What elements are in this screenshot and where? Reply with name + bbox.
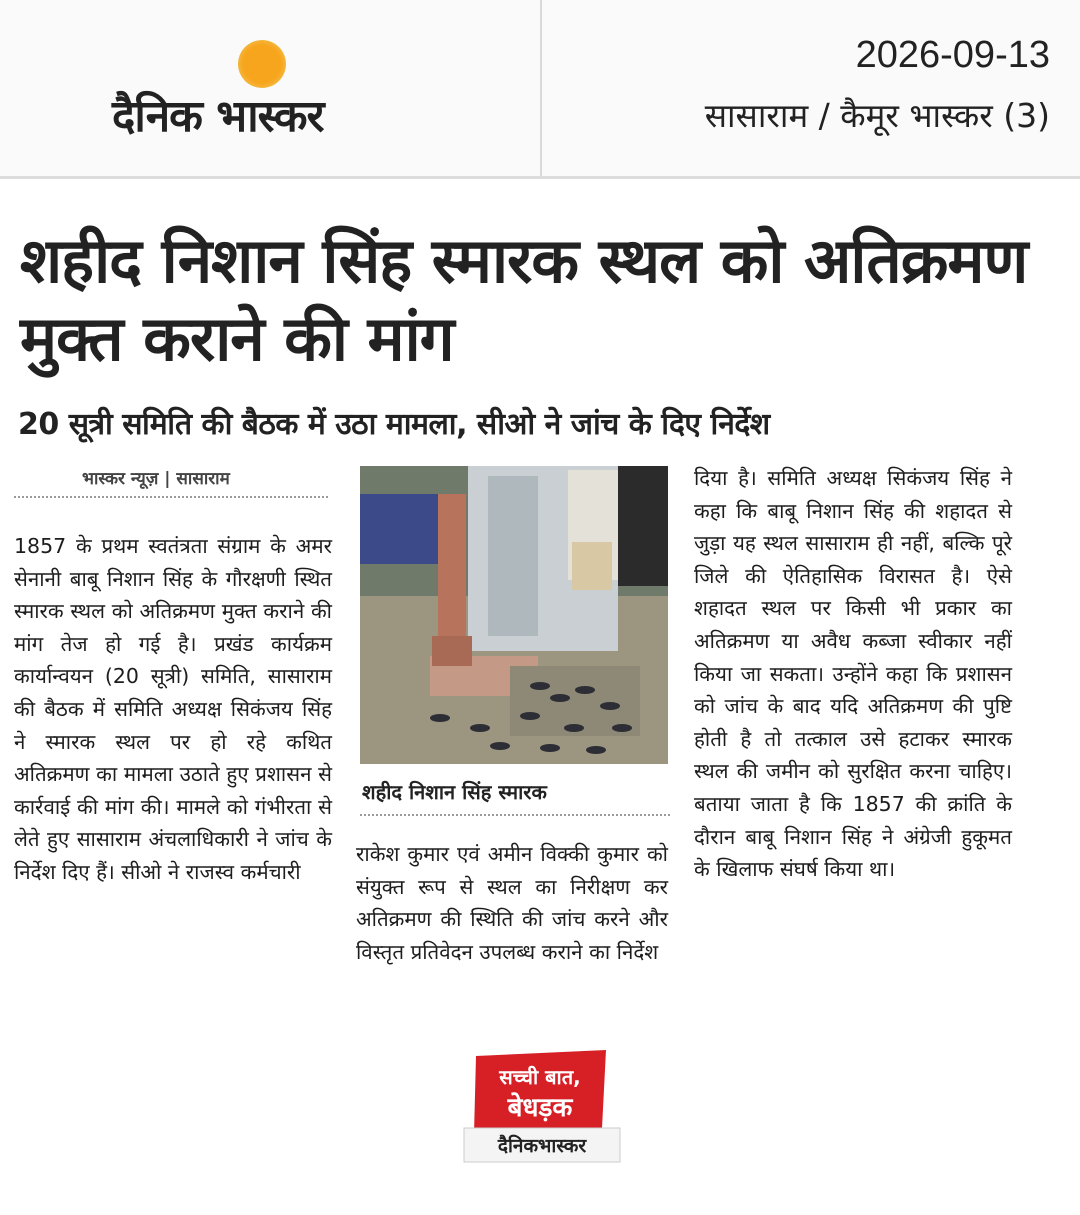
byline: भास्कर न्यूज़ | सासाराम <box>82 469 230 489</box>
footer-slogan-logo <box>456 1048 626 1168</box>
article-column-3: दिया है। समिति अध्यक्ष सिकंजय सिंह ने कहा कि बाबू निशान सिंह की शहादत से जुड़ा यह स्थल सासाराम ही नहीं, बल्कि पूरे जिले की ऐतिहासिक विरासत है। ऐसे शहादत स्थल पर किसी भी प्रकार का अतिक्रमण या अवैध कब्जा स्वीकार नहीं किया जा सकता। उन्होंने कहा कि प्रशासन को जांच के बाद यदि अतिक्रमण की पुष्टि होती है तो तत्काल उसे हटाकर स्मारक स्थल की जमीन को सुरक्षित करना चाहिए। बताया जाता है कि 1857 की क्रांति के दौरान बाबू निशान सिंह ने अंग्रेजी हुकूमत के खिलाफ संघर्ष किया था। <box>694 466 1012 882</box>
brand-logo-text: दैनिक भास्कर <box>112 91 324 142</box>
edition-date: 2026-09-13 <box>855 34 1050 76</box>
slogan-line-1: सच्ची बात, <box>499 1065 581 1089</box>
masthead <box>0 0 1080 176</box>
slogan-line-2: बेधड़क <box>507 1093 573 1123</box>
memorial-photo <box>360 466 668 764</box>
photo-caption: शहीद निशान सिंह स्मारक <box>362 780 547 804</box>
subheadline: 20 सूत्री समिति की बैठक में उठा मामला, सीओ ने जांच के दिए निर्देश <box>18 407 770 442</box>
slogan-badge-icon <box>456 1048 626 1168</box>
byline-divider <box>14 496 328 498</box>
footer-brand: दैनिकभास्कर <box>497 1135 587 1157</box>
caption-divider <box>360 814 670 816</box>
news-clipping <box>0 190 1080 1215</box>
memorial-photo-illustration <box>360 466 668 764</box>
masthead-bottom-border <box>0 176 1080 179</box>
masthead-divider <box>540 0 542 176</box>
article-column-2: राकेश कुमार एवं अमीन विक्की कुमार को संयुक्त रूप से स्थल का निरीक्षण कर अतिक्रमण की स्थिति की जांच करने और विस्तृत प्रतिवेदन उपलब्ध कराने का निर्देश <box>356 842 668 964</box>
article-column-1: 1857 के प्रथम स्वतंत्रता संग्राम के अमर सेनानी बाबू निशान सिंह के गौरक्षणी स्थित स्मारक स्थल को अतिक्रमण मुक्त कराने की मांग तेज हो गई है। प्रखंड कार्यक्रम कार्यान्वयन (20 सूत्री) समिति, सासाराम की बैठक में समिति अध्यक्ष सिकंजय सिंह ने स्मारक स्थल पर हो रहे कथित अतिक्रमण का मामला उठाते हुए प्रशासन से कार्रवाई की मांग की। मामले को गंभीरता से लेते हुए सासाराम अंचलाधिकारी ने जांच के निर्देश दिए हैं। सीओ ने राजस्व कर्मचारी <box>14 534 332 884</box>
headline: शहीद निशान सिंह स्मारक स्थल को अतिक्रमण मुक्त कराने की मांग <box>20 224 1028 375</box>
edition-name: सासाराम / कैमूर भास्कर (3) <box>704 96 1050 135</box>
sun-logo-icon <box>238 40 286 88</box>
